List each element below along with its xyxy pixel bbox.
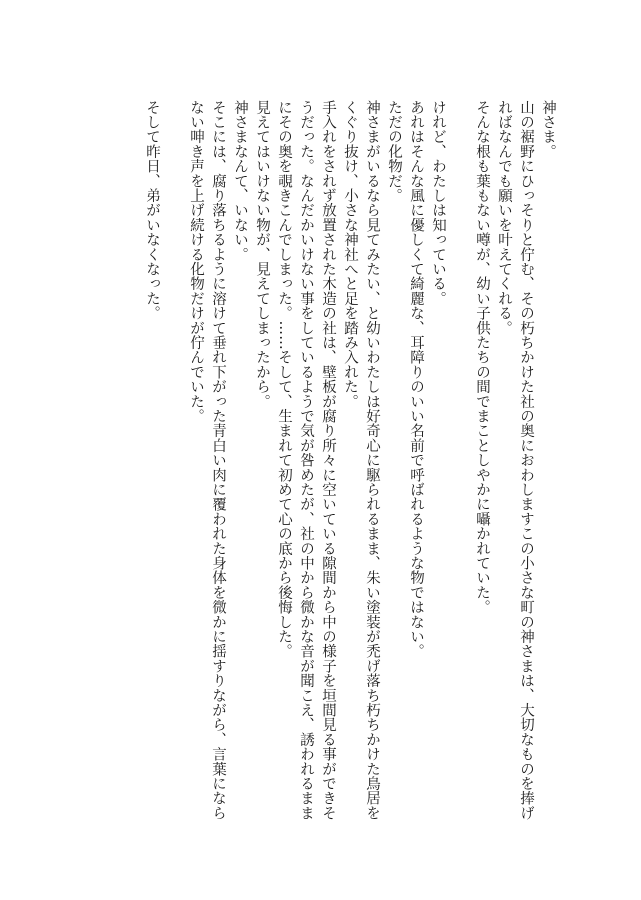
paragraph: 山の裾野にひっそりと佇む、その朽ちかけた社の奥におわしますこの小さな町の神さまは、大切なものを捧げればなんでも願いを叶えてくれる。	[496, 100, 534, 821]
paragraph: 神さまがいるなら見てみたい、と幼いわたしは好奇心に駆られるまま、朱い塗装が禿げ落ち朽ちかけた鳥居をくぐり抜け、小さな神社へと足を踏み入れた。	[342, 100, 380, 821]
paragraph: ただの化物だ。	[386, 100, 402, 203]
paragraph: あれはそんな風に優しくて綺麗な、耳障りのいい名前で呼ばれるような物ではない。	[408, 100, 424, 659]
paragraph: けれど、わたしは知っている。	[430, 100, 446, 306]
blank-line	[163, 100, 185, 830]
paragraph: 神さまなんて、いない。	[232, 100, 248, 262]
paragraph: 神さま。	[540, 100, 556, 159]
paragraph: 見えてはいけない物が、見えてしまったから。	[254, 100, 270, 409]
paragraph: そこには、腐り落ちるように溶けて垂れ下がった青白い肉に覆われた身体を微かに揺すりながら、言葉にならない呻き声を上げ続ける化物だけが佇んでいた。	[188, 100, 226, 821]
paragraph: 手入れをされず放置された木造の社は、壁板が腐り所々に空いている隙間から中の様子を垣間見る事ができそうだった。なんだかいけない事をしているようで気が咎めたが、社の中から微かな音が聞こえ、誘われるままにその奥を覗きこんでしまった。……そして、生まれて初めて心の底から後悔した。	[276, 100, 336, 821]
vertical-text-body	[79, 100, 559, 830]
blank-line	[449, 100, 471, 830]
paragraph: そんな根も葉もない噂が、幼い子供たちの間でまことしやかに囁かれていた。	[474, 100, 490, 615]
paragraph: そして昨日、弟がいなくなった。	[144, 100, 160, 321]
